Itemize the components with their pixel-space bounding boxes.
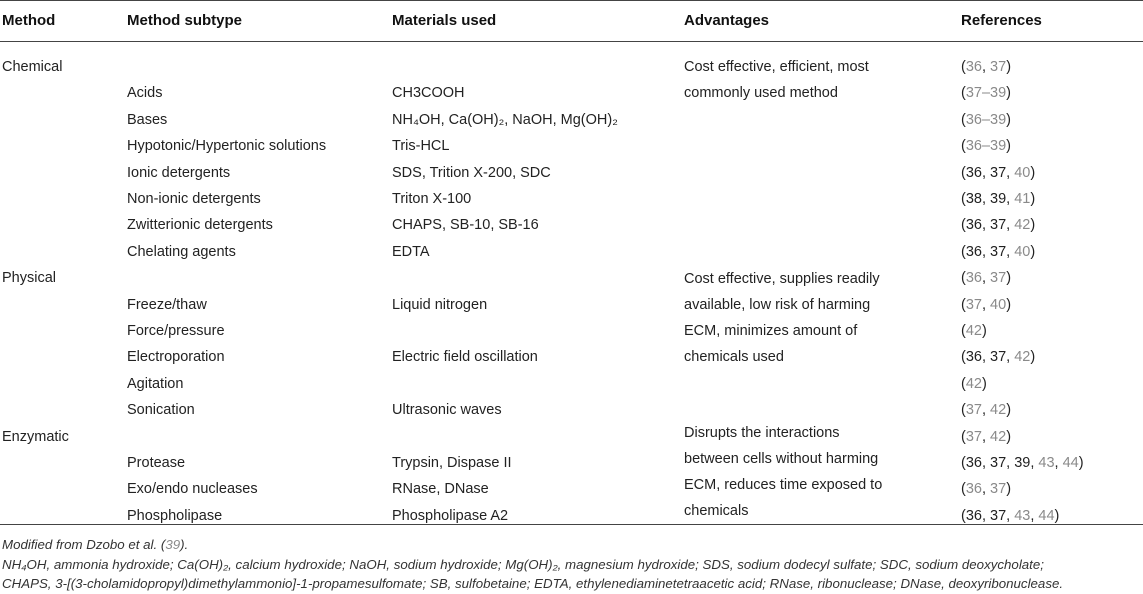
- row-method: Chemical: [2, 59, 63, 75]
- reference-link[interactable]: 37: [990, 59, 1007, 75]
- advantages-line: chemicals: [684, 503, 749, 519]
- reference-punctuation: (: [961, 481, 966, 497]
- reference-link[interactable]: 44: [1038, 508, 1055, 524]
- reference-punctuation: (36, 37,: [961, 244, 1015, 260]
- reference-punctuation: ): [1006, 270, 1012, 286]
- advantages-chemical: [684, 54, 869, 106]
- reference-punctuation: (36, 37, 39,: [961, 455, 1039, 471]
- reference-punctuation: (: [961, 376, 966, 392]
- reference-link[interactable]: 36: [965, 270, 982, 286]
- reference-link[interactable]: 44: [1062, 455, 1079, 471]
- row-method: Physical: [2, 270, 56, 286]
- reference-link[interactable]: 42: [1014, 217, 1031, 233]
- row-references: [961, 348, 1035, 366]
- row-method-subtype: Phospholipase: [127, 508, 223, 524]
- reference-link[interactable]: 42: [990, 429, 1007, 445]
- reference-punctuation: ,: [981, 270, 991, 286]
- reference-punctuation: (36, 37,: [961, 349, 1015, 365]
- reference-link[interactable]: 36: [965, 59, 982, 75]
- reference-link[interactable]: 36: [965, 481, 982, 497]
- row-method-subtype: Electroporation: [127, 349, 225, 365]
- row-references: [961, 190, 1035, 208]
- reference-punctuation: ,: [981, 481, 991, 497]
- row-references: [961, 401, 1011, 419]
- reference-punctuation: ): [1006, 481, 1012, 497]
- advantages-enzymatic: [684, 420, 882, 524]
- reference-punctuation: ): [1006, 112, 1012, 128]
- reference-link[interactable]: 37: [990, 481, 1007, 497]
- row-materials: Electric field oscillation: [392, 349, 538, 365]
- reference-punctuation: ): [1078, 455, 1084, 471]
- row-materials: NH₄OH, Ca(OH)₂, NaOH, Mg(OH)₂: [392, 112, 618, 128]
- row-materials: Triton X-100: [392, 191, 472, 207]
- reference-link[interactable]: 41: [1014, 191, 1031, 207]
- row-references: [961, 507, 1059, 525]
- row-references: [961, 137, 1011, 155]
- reference-link[interactable]: 37: [965, 297, 982, 313]
- reference-link[interactable]: 42: [1014, 349, 1031, 365]
- row-references: [961, 164, 1035, 182]
- row-method-subtype: Freeze/thaw: [127, 297, 207, 313]
- advantages-line: Cost effective, efficient, most: [684, 59, 869, 75]
- footnote-abbreviations-line1: NH₄OH, ammonia hydroxide; Ca(OH)₂, calcium hydroxide; NaOH, sodium hydroxide; Mg(OH)₂, magnesium hydroxide; SDS, sodium dodecyl sulfate; SDC, sodium deoxycholate;: [2, 557, 1044, 572]
- row-materials: CH3COOH: [392, 85, 465, 101]
- reference-punctuation: (: [961, 402, 966, 418]
- reference-link[interactable]: 37–39: [965, 85, 1007, 101]
- footnote-source-ref[interactable]: 39: [165, 537, 181, 552]
- row-references: [961, 375, 987, 393]
- row-method-subtype: Zwitterionic detergents: [127, 217, 273, 233]
- footnote-abbreviations-line2: CHAPS, 3-[(3-cholamidopropyl)dimethylammonio]-1-propamesulfomate; SB, sulfobetaine; EDTA, ethylenediaminetetraacetic acid; RNase, ribonuclease; DNase, deoxyribonuclease.: [2, 576, 1064, 591]
- header-method: Method: [2, 12, 56, 29]
- row-references: [961, 243, 1035, 261]
- row-method-subtype: Agitation: [127, 376, 184, 392]
- row-references: [961, 269, 1011, 287]
- reference-punctuation: (36, 37,: [961, 165, 1015, 181]
- reference-punctuation: ): [981, 323, 987, 339]
- row-materials: RNase, DNase: [392, 481, 489, 497]
- reference-link[interactable]: 36–39: [965, 138, 1007, 154]
- header-rule: [0, 41, 1143, 42]
- advantages-line: ECM, minimizes amount of: [684, 323, 858, 339]
- row-method: Enzymatic: [2, 429, 69, 445]
- reference-punctuation: ,: [1030, 508, 1039, 524]
- reference-punctuation: (: [961, 323, 966, 339]
- reference-punctuation: (: [961, 138, 966, 154]
- row-materials: CHAPS, SB-10, SB-16: [392, 217, 539, 233]
- reference-punctuation: ): [1006, 85, 1012, 101]
- reference-punctuation: (36, 37,: [961, 508, 1015, 524]
- advantages-line: available, low risk of harming: [684, 297, 871, 313]
- row-references: [961, 454, 1084, 472]
- reference-punctuation: ): [1030, 191, 1036, 207]
- reference-punctuation: (36, 37,: [961, 217, 1015, 233]
- reference-punctuation: ,: [981, 402, 991, 418]
- row-references: [961, 296, 1011, 314]
- header-materials-used: Materials used: [392, 12, 497, 29]
- row-method-subtype: Sonication: [127, 402, 195, 418]
- row-method-subtype: Force/pressure: [127, 323, 225, 339]
- row-materials: Tris-HCL: [392, 138, 450, 154]
- reference-punctuation: ): [1030, 165, 1036, 181]
- advantages-line: chemicals used: [684, 349, 784, 365]
- reference-link[interactable]: 42: [965, 323, 982, 339]
- row-references: [961, 58, 1011, 76]
- reference-punctuation: ): [1006, 429, 1012, 445]
- row-method-subtype: Protease: [127, 455, 186, 471]
- row-references: [961, 111, 1011, 129]
- reference-punctuation: (: [961, 297, 966, 313]
- advantages-physical: [684, 266, 880, 370]
- advantages-line: ECM, reduces time exposed to: [684, 477, 883, 493]
- row-method-subtype: Non-ionic detergents: [127, 191, 261, 207]
- reference-punctuation: ): [1030, 217, 1036, 233]
- reference-punctuation: ): [1030, 349, 1036, 365]
- row-materials: SDS, Trition X-200, SDC: [392, 165, 551, 181]
- reference-punctuation: (: [961, 429, 966, 445]
- bottom-rule: [0, 524, 1143, 525]
- footnote-source-prefix: Modified from Dzobo et al. (: [2, 537, 166, 552]
- row-method-subtype: Ionic detergents: [127, 165, 231, 181]
- row-references: [961, 84, 1011, 102]
- reference-punctuation: ): [981, 376, 987, 392]
- reference-punctuation: (: [961, 85, 966, 101]
- reference-link[interactable]: 40: [990, 297, 1007, 313]
- reference-link[interactable]: 42: [990, 402, 1007, 418]
- row-references: [961, 216, 1035, 234]
- reference-link[interactable]: 37: [990, 270, 1007, 286]
- reference-punctuation: ,: [981, 297, 991, 313]
- reference-punctuation: ): [1006, 297, 1012, 313]
- row-method-subtype: Hypotonic/Hypertonic solutions: [127, 138, 327, 154]
- header-method-subtype: Method subtype: [127, 12, 242, 29]
- reference-punctuation: ,: [981, 59, 991, 75]
- advantages-line: Cost effective, supplies readily: [684, 271, 880, 287]
- reference-link[interactable]: 43: [1014, 508, 1031, 524]
- reference-link[interactable]: 43: [1038, 455, 1055, 471]
- reference-link[interactable]: 40: [1014, 165, 1031, 181]
- row-references: [961, 480, 1011, 498]
- reference-punctuation: (: [961, 112, 966, 128]
- row-materials: Ultrasonic waves: [392, 402, 502, 418]
- reference-punctuation: ): [1054, 508, 1060, 524]
- row-references: [961, 322, 987, 340]
- reference-punctuation: ,: [981, 429, 991, 445]
- reference-punctuation: (: [961, 59, 966, 75]
- advantages-line: Disrupts the interactions: [684, 425, 840, 441]
- row-materials: Phospholipase A2: [392, 508, 509, 524]
- footnote-source: [2, 537, 188, 552]
- reference-punctuation: (: [961, 270, 966, 286]
- top-rule: [0, 0, 1143, 1]
- reference-link[interactable]: 42: [965, 376, 982, 392]
- reference-punctuation: ): [1006, 402, 1012, 418]
- row-method-subtype: Bases: [127, 112, 168, 128]
- reference-punctuation: (38, 39,: [961, 191, 1015, 207]
- reference-link[interactable]: 37: [965, 429, 982, 445]
- header-references: References: [961, 12, 1042, 29]
- reference-link[interactable]: 37: [965, 402, 982, 418]
- reference-punctuation: ): [1006, 138, 1012, 154]
- row-materials: Trypsin, Dispase II: [392, 455, 512, 471]
- row-method-subtype: Chelating agents: [127, 244, 236, 260]
- advantages-line: commonly used method: [684, 85, 838, 101]
- reference-punctuation: ): [1030, 244, 1036, 260]
- footnote-source-suffix: ).: [180, 537, 189, 552]
- advantages-line: between cells without harming: [684, 451, 879, 467]
- reference-punctuation: ): [1006, 59, 1012, 75]
- reference-link[interactable]: 40: [1014, 244, 1031, 260]
- row-method-subtype: Exo/endo nucleases: [127, 481, 258, 497]
- row-materials: EDTA: [392, 244, 430, 260]
- reference-punctuation: ,: [1054, 455, 1063, 471]
- header-advantages: Advantages: [684, 12, 770, 29]
- row-materials: Liquid nitrogen: [392, 297, 488, 313]
- row-method-subtype: Acids: [127, 85, 163, 101]
- row-references: [961, 428, 1011, 446]
- reference-link[interactable]: 36–39: [965, 112, 1007, 128]
